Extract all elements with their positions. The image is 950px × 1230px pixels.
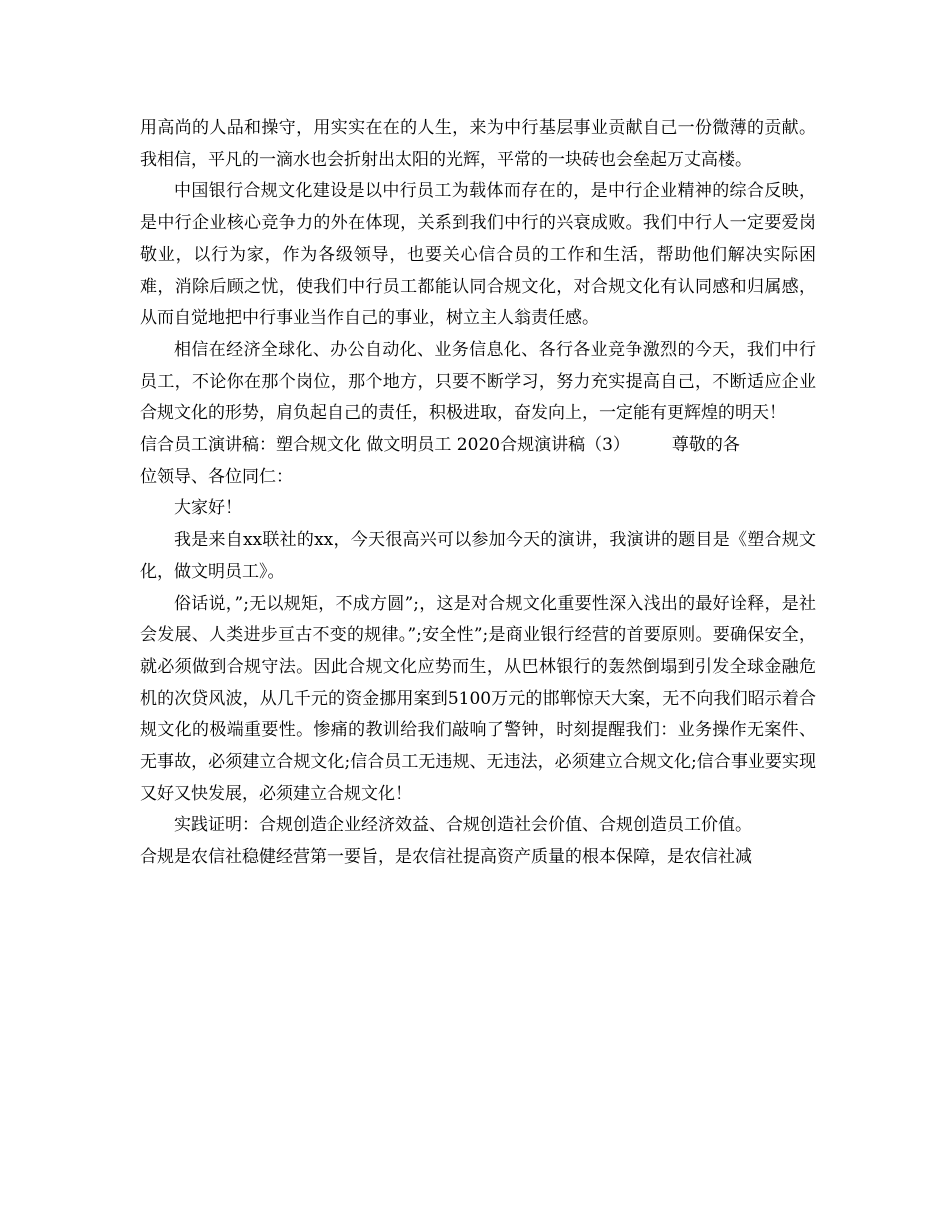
paragraph-6: 俗话说，”;无以规矩，不成方圆”;，这是对合规文化重要性深入浅出的最好诠释，是社会发展、人类进步亘古不变的规律。”;安全性”;是商业银行经营的首要原则。要确保安全，就必须做到合规守法。因此合规文化应势而生，从巴林银行的轰然倒塌到引发全球金融危机的次贷风波，从几千元的资金挪用案到5100万元的邯郸惊天大案，无不向我们昭示着合规文化的极端重要性。惨痛的教训给我们敲响了警钟，时刻提醒我们：业务操作无案件、无事故，必须建立合规文化;信合员工无违规、无违法，必须建立合规文化;信合事业要实现又好又快发展，必须建立合规文化！ [140, 593, 816, 804]
paragraph-8: 合规是农信社稳健经营第一要旨，是农信社提高资产质量的根本保障，是农信社减 [140, 847, 752, 868]
paragraph-2: 中国银行合规文化建设是以中行员工为载体而存在的，是中行企业精神的综合反映，是中行企业核心竞争力的外在体现，关系到我们中行的兴衰成败。我们中行人一定要爱岗敬业，以行为家，作为各级领导，也要关心信合员的工作和生活，帮助他们解决实际困难，消除后顾之忧，使我们中行员工都能认同合规文化，对合规文化有认同感和归属感，从而自觉地把中行事业当作自己的事业，树立主人翁责任感。 [140, 181, 816, 329]
greeting-continuation: 位领导、各位同仁： [140, 466, 293, 487]
speech-title: 信合员工演讲稿：塑合规文化 做文明员工 2020合规演讲稿（3） [140, 435, 630, 456]
paragraph-salutation: 大家好！ [174, 498, 242, 519]
speech-title-line [140, 430, 816, 462]
document-body [140, 113, 816, 874]
greeting-start: 尊敬的各 [671, 435, 740, 456]
paragraph-5: 我是来自xx联社的xx，今天很高兴可以参加今天的演讲，我演讲的题目是《塑合规文化，做文明员工》。 [140, 530, 816, 582]
paragraph-1: 用高尚的人品和操守，用实实在在的人生，来为中行基层事业贡献自己一份微薄的贡献。我相信，平凡的一滴水也会折射出太阳的光辉，平常的一块砖也会垒起万丈高楼。 [140, 118, 816, 170]
paragraph-7: 实践证明：合规创造企业经济效益、合规创造社会价值、合规创造员工价值。 [174, 815, 752, 836]
paragraph-3: 相信在经济全球化、办公自动化、业务信息化、各行各业竞争激烈的今天，我们中行员工，不论你在那个岗位，那个地方，只要不断学习，努力充实提高自己，不断适应企业合规文化的形势，肩负起自己的责任，积极进取，奋发向上，一定能有更辉煌的明天！ [140, 339, 816, 424]
